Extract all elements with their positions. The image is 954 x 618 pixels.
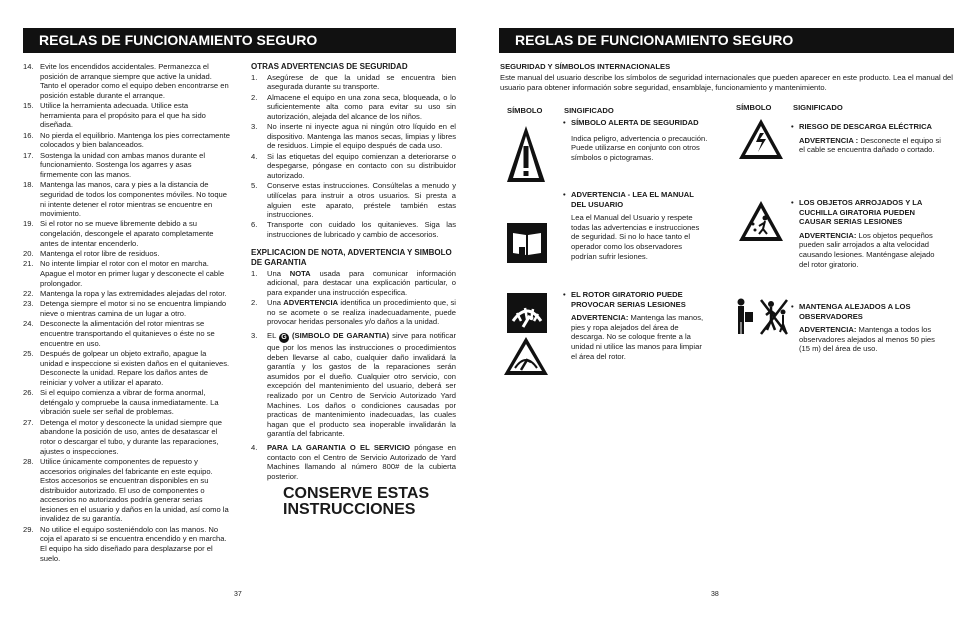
list-item: 17. Sostenga la unidad con ambas manos durante el funcionamiento. Sostenga los agarres y asas firmemente con las manos.	[23, 150, 206, 179]
symbol-description: • MANTENGA ALEJADOS A LOS OBSERVADORES ADVERTENCIA: Mantenga a todos los observadores alejados al menos 50 pies (15 m) del área de uso.	[791, 302, 941, 354]
list-item: 1. Una NOTA usada para comunicar información adicional, para destacar una explicación particular, o para expander una instrucción especifica.	[251, 268, 456, 297]
list-item: 4. Si las etiquetas del equipo comienzan a deteriorarse o despegarse, póngase en contacto con su distribuidor autorizado.	[251, 151, 456, 180]
list-item: 16. No pierda el equilibrio. Mantenga los pies correctamente colocados y bien balanceados.	[23, 130, 230, 150]
rotating-rotor-icon	[507, 293, 547, 338]
thrown-objects-icon	[738, 200, 784, 247]
warranty-g-icon: G	[279, 333, 289, 343]
page-banner: REGLAS DE FUNCIONAMIENTO SEGURO	[23, 28, 456, 53]
list-item: 5. Conserve estas instrucciones. Consúltelas a menudo y utilícelas para instruir a otros usuarios. Si presta a alguien este aparato, préstele también estas instrucciones.	[251, 181, 456, 220]
symbol-description: • SÍMBOLO ALERTA DE SEGURIDAD Indica peligro, advertencia o precaución. Puede utilizarse en conjunto con otros símbolos o pictogramas.	[563, 118, 713, 162]
safety-alert-icon	[505, 124, 547, 189]
list-item: 27. Detenga el motor y desconecte la unidad siempre que abandone la posición de uso, antes de desatascar el rotor o descargar el tubo, y durante las reparaciones, ajustes o inspecciones.	[23, 417, 222, 456]
section-title: SEGURIDAD Y SÍMBOLOS INTERNACIONALES	[500, 62, 671, 71]
symbol-description: • RIESGO DE DESCARGA ELÉCTRICA ADVERTENCIA : Desconecte el equipo si el cable se encuentra dañado o cortado.	[791, 122, 941, 155]
list-item: 21. No intente limpiar el rotor con el motor en marcha. Apague el motor en primer lugar y desconecte el cable prolongador.	[23, 259, 225, 288]
read-manual-icon	[507, 223, 547, 268]
list-item: 14. Evite los encendidos accidentales. Permanezca el posición de arranque siempre que active la unidad. Tanto el operador como el equipo deben encontrarse en posición estable durante el arranque.	[23, 62, 229, 100]
list-item: 22. Mantenga la ropa y las extremidades alejadas del rotor.	[23, 289, 227, 299]
list-item: 23. Detenga siempre el motor si no se encuentra limpiando nieve o mientras camina de un lugar a otro.	[23, 299, 227, 319]
symbol-description: • EL ROTOR GIRATORIO PUEDE PROVOCAR SERIAS LESIONES ADVERTENCIA: Mantenga las manos, pies y ropa alejados del área de descarga. No se coloque frente a la unidad ni utilice las manos para limpiar el área del rotor.	[563, 290, 708, 361]
keep-bystanders-away-icon	[733, 296, 789, 343]
meaning-column-header: SIGNIFICADO	[793, 103, 843, 112]
list-item: 6. Transporte con cuidado los quitanieves. Siga las instrucciones de lubricado y cambio de accesorios.	[251, 220, 456, 240]
list-item: 29. No utilice el equipo sosteniéndolo con las manos. No coja el aparato si se encuentra encendido y en marcha. El equipo ha sido diseñado para desplazarse por el suelo.	[23, 524, 227, 563]
list-item: 26. Si el equipo comienza a vibrar de forma anormal, deténgalo y compruebe la causa inmediatamente. La vibración suele ser señal de problemas.	[23, 388, 219, 417]
list-item: 25. Después de golpear un objeto extraño, apague la unidad e inspeccione si existen daños en el quitanieves. Desconecte la unidad. Repare los daños antes de reiniciar y volver a utilizar el aparato.	[23, 348, 230, 387]
electric-shock-icon	[738, 118, 784, 165]
meaning-column-header: SINGIFICADO	[564, 106, 614, 115]
symbol-column-header: SÍMBOLO	[507, 106, 543, 115]
list-item: 1. Asegúrese de que la unidad se encuentra bien asegurada durante su transporte.	[251, 72, 456, 92]
explanation-title: EXPLICACION DE NOTA, ADVERTENCIA Y SIMBOLO DE GARANTIA	[251, 248, 452, 268]
page-banner: REGLAS DE FUNCIONAMIENTO SEGURO	[499, 28, 954, 53]
list-item: 20. Mantenga el rotor libre de residuos.	[23, 249, 160, 259]
symbol-column-header: SÍMBOLO	[736, 103, 772, 112]
list-item: 19. Si el rotor no se mueve libremente debido a su congelación, descongele el aparato completamente antes de intentar encenderlo.	[23, 219, 214, 248]
list-item: 3. EL G (SIMBOLO DE GARANTIA) sirve para notificar que por los menos las instrucciones o procedimientos deben llevarse al cabo, cualquier daño invalidará la garantía y los gastos de la reparaciones serán asumidos por el dueño. Cualquier otro servicio, con excepción del mantenimiento del usuario, deberá ser realizado por un Centro de Servicio Autorizado Yard Machines. Los daños o condiciones causadas por practicas de mantenimiento inadecuadas, las cuales hagan que el producto sea inoperable invalidarán la garantía del fabricante.	[251, 331, 456, 439]
symbol-description: • ADVERTENCIA - LEA EL MANUAL DEL USUARIO Lea el Manual del Usuario y respete todas las advertencias e instrucciones de seguridad. Si no lo hace tanto el operador como los observadores podrían sufrir lesiones.	[563, 190, 708, 261]
keep-instructions-heading: CONSERVE ESTAS INSTRUCCIONES	[283, 485, 430, 519]
list-item: 15. Utilice la herramienta adecuada. Utilice esta herramienta para el propósito para el que ha sido diseñada.	[23, 101, 206, 130]
other-warnings-title: OTRAS ADVERTENCIAS DE SEGURIDAD	[251, 62, 408, 71]
list-item: 24. Desconecte la alimentación del rotor mientras se encuentre transportando el quitanieves o éste no se encuentre en uso.	[23, 319, 215, 348]
symbol-description: • LOS OBJETOS ARROJADOS Y LA CUCHILLA GIRATORIA PUEDEN CAUSAR SERIAS LESIONES ADVERTENCIA: Los objetos pequeños pueden salir arrojados a alta velocidad causando lesiones. Manténgase alejado del rotor giratorio.	[791, 198, 941, 269]
intro-text: Este manual del usuario describe los símbolos de seguridad internacionales que pueden aparecer en este producto. Lea el manual del usuario para obtener información sobre seguridad, ensamblaje, funcionamiento y mantenimiento.	[500, 73, 953, 92]
list-item: 2. Almacene el equipo en una zona seca, bloqueada, o lo suficientemente alta como para evitar su uso sin autorización, alejada del alcance de los niños.	[251, 92, 456, 121]
list-item: 2. Una ADVERTENCIA identifica un procedimiento que, si no se acomete o se realiza inadecuadamente, puede provocar heridas personales y/o daños a la unidad.	[251, 298, 456, 327]
page-number: 38	[711, 591, 719, 598]
list-item: 28. Utilice únicamente componentes de repuesto y accesorios originales del fabricante en este equipo. Estos accesorios se encuentran disponibles en su distribuidor autorizado. El uso de componentes o accesorios no autorizados podría generar serias lesiones en el usuario y daños en la unidad, así como la invalidez de su garantía.	[23, 456, 229, 524]
page-number: 37	[234, 591, 242, 598]
list-item: 18. Mantenga las manos, cara y pies a la distancia de seguridad de todos los componentes móviles. No toque ni intente detener el rotor mientras se encuentre en movimiento.	[23, 180, 228, 219]
list-item: 3. No inserte ni inyecte agua ni ningún otro líquido en el dispositivo. Mantenga las manos secas, limpias y libres de residuos. Limpie el equipo después de cada uso.	[251, 122, 456, 151]
list-item: 4. PARA LA GARANTIA O EL SERVICIO póngase en contacto con el Centro de Servicio Autorizado de Yard Machines llamando al número 800# de la cubierta posterior.	[251, 442, 456, 481]
hand-rotor-warning-icon	[503, 336, 549, 381]
